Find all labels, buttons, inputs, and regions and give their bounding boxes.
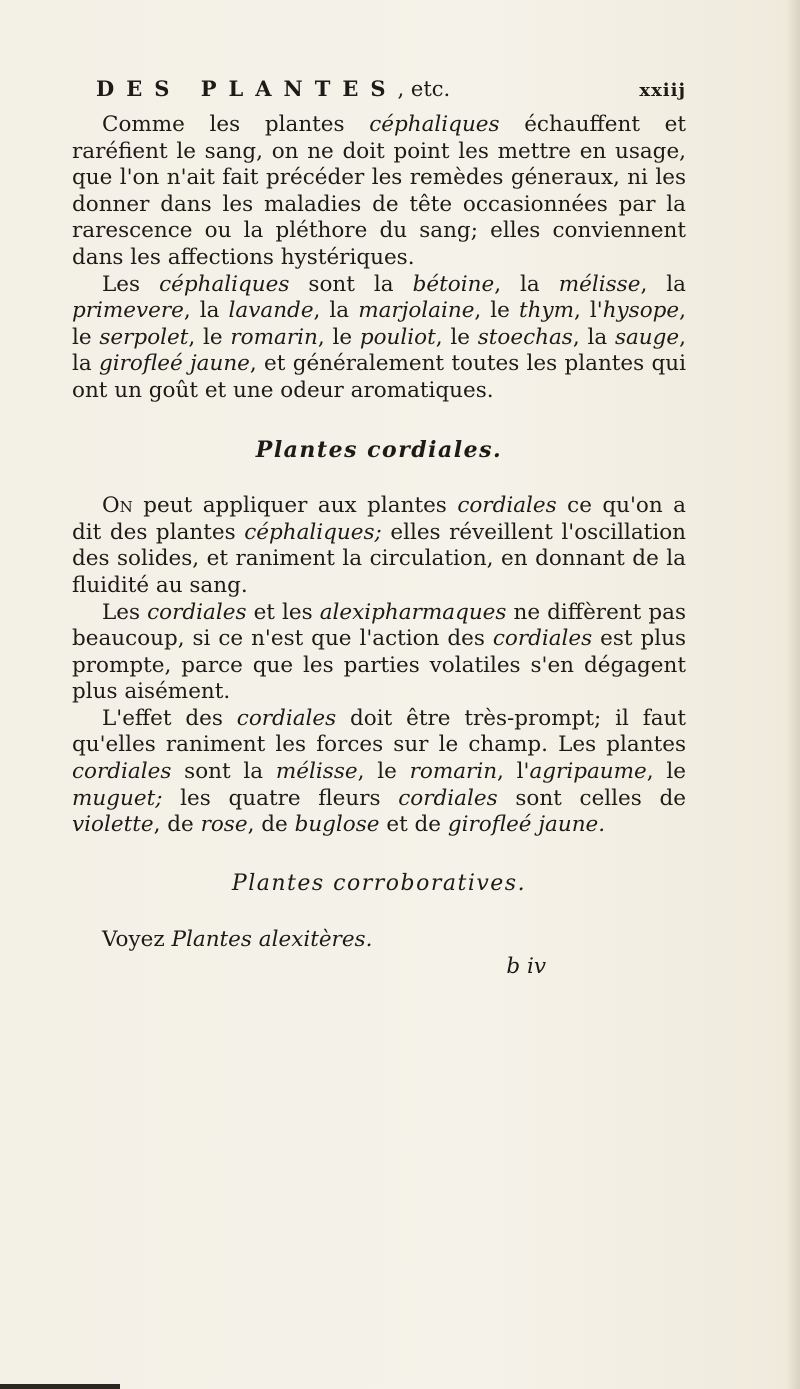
signature-mark: b iv (506, 954, 546, 980)
page-number: xxiij (639, 80, 686, 101)
section-title-cordiales: Plantes cordiales. (255, 436, 503, 463)
paragraph-cordiales-intro: On peut appliquer aux plantes cordiales ce qu'on a dit des plantes céphaliques; elles réveillent l'oscillation des solides, et raniment la circulation, en donnant de la fluidité au sang. (72, 493, 686, 598)
paragraph-cordiales-list: L'effet des cordiales doit être très-prompt; il faut qu'elles raniment les forces sur le champ. Les plantes cordiales sont la mélisse, le romarin, l'agripaume, le muguet; les quatre fleurs cordiales sont celles de violette, de rose, de buglose et de girofleé jaune. (72, 705, 687, 838)
paragraph-cephaliques-usage: Comme les plantes céphaliques échauffent et raréfient le sang, on ne doit point les mettre en usage, que l'on n'ait fait précéder les remèdes géneraux, ni les donner dans les maladies de tête occasionnées par la rarescence ou la pléthore du sang; elles conviennent dans les affections hystériques. (72, 112, 687, 270)
running-head: DES PLANTES, etc. (96, 76, 451, 101)
text-column (72, 76, 686, 981)
section-title-corroboratives: Plantes corroboratives. (231, 870, 527, 896)
paragraph-cordiales-alexipharmaques: Les cordiales et les alexipharmaques ne diffèrent pas beaucoup, si ce n'est que l'action des cordiales est plus prompte, parce que les parties volatiles s'en dégagent plus aisément. (72, 599, 686, 705)
page-header (96, 76, 686, 108)
page-shadow (0, 1384, 120, 1389)
page-edge (786, 0, 800, 1389)
paragraph-voyez: Voyez Plantes alexitères. (102, 927, 373, 953)
paragraph-cephaliques-list: Les céphaliques sont la bétoine, la mélisse, la primevere, la lavande, la marjolaine, le thym, l'hysope, le serpolet, le romarin, le pouliot, le stoechas, la sauge, la girofleé jaune, et généralement toutes les plantes qui ont un goût et une odeur aromatiques. (72, 271, 686, 403)
running-head-etc: , etc. (397, 77, 451, 101)
